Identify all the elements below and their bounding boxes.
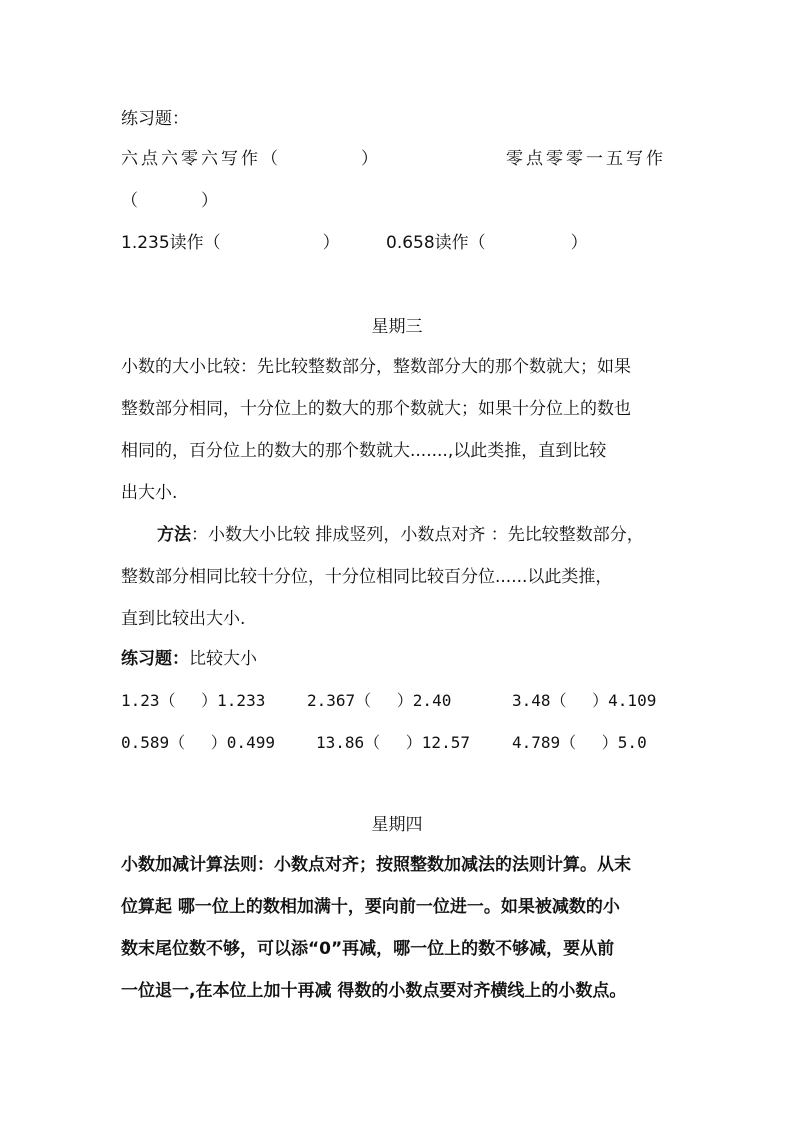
wednesday-paragraph-line: 出大小. xyxy=(121,483,178,503)
heading-wednesday: 星期三 xyxy=(371,317,423,337)
exercise-question-1: 六点六零六写作（ ） xyxy=(121,149,381,169)
compare-item: 13.86（ ）12.57 xyxy=(316,733,470,752)
thursday-paragraph-line: 位算起 哪一位上的数相加满十，要向前一位进一。如果被减数的小 xyxy=(121,897,620,917)
compare-item: 3.48（ ）4.109 xyxy=(512,691,657,710)
method-label: 方法 xyxy=(157,525,191,545)
heading-thursday: 星期四 xyxy=(371,815,423,835)
exercise-question-3: 1.235读作（ ） xyxy=(121,233,340,253)
thursday-paragraph-line: 数末尾位数不够，可以添“0”再减，哪一位上的数不够减，要从前 xyxy=(121,939,615,959)
exercise-question-2-blank: （ ） xyxy=(121,191,221,211)
compare-item: 1.23（ ）1.233 xyxy=(121,691,266,710)
exercise-question-2: 零点零零一五写作 xyxy=(506,149,666,169)
method-line xyxy=(157,524,644,546)
method-text: ：小数大小比较 排成竖列，小数点对齐 ：先比较整数部分， xyxy=(191,525,644,545)
method-line: 整数部分相同比较十分位，十分位相同比较百分位......以此类推， xyxy=(121,567,613,587)
compare-exercise-label: 练习题： xyxy=(121,649,189,669)
exercise-question-4: 0.658读作（ ） xyxy=(386,233,588,253)
exercise-title: 练习题： xyxy=(121,109,189,129)
thursday-paragraph-line: 小数加减计算法则：小数点对齐；按照整数加减法的法则计算。从末 xyxy=(121,855,631,875)
compare-item: 4.789（ ）5.0 xyxy=(512,733,647,752)
thursday-paragraph-line: 一位退一,在本位上加十再减 得数的小数点要对齐横线上的小数点。 xyxy=(121,981,627,1001)
compare-exercise-line xyxy=(121,648,257,670)
compare-item: 0.589（ ）0.499 xyxy=(121,733,275,752)
wednesday-paragraph-line: 相同的，百分位上的数大的那个数就大.......,以此类推，直到比较 xyxy=(121,441,607,461)
wednesday-paragraph-line: 小数的大小比较：先比较整数部分，整数部分大的那个数就大；如果 xyxy=(121,357,631,377)
method-line: 直到比较出大小. xyxy=(121,609,246,629)
compare-item: 2.367（ ）2.40 xyxy=(307,691,452,710)
wednesday-paragraph-line: 整数部分相同，十分位上的数大的那个数就大；如果十分位上的数也 xyxy=(121,399,631,419)
compare-exercise-text: 比较大小 xyxy=(189,649,257,669)
